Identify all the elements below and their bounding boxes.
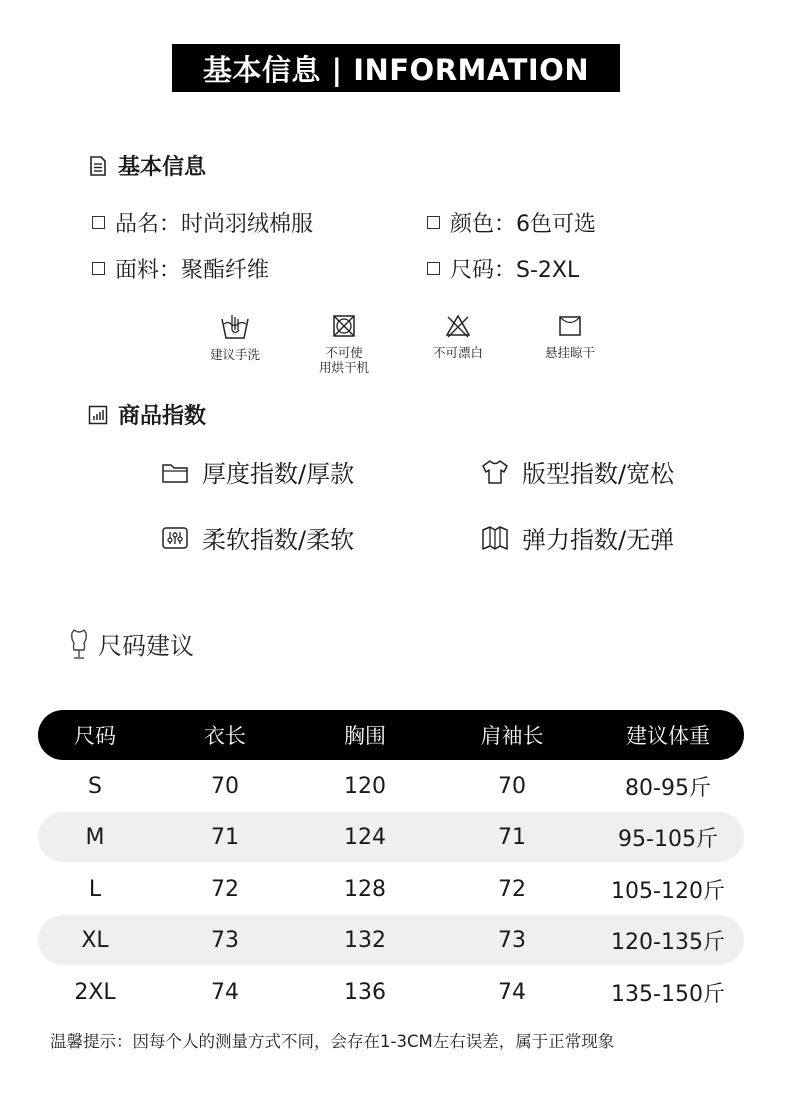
- measurement-note: 温馨提示：因每个人的测量方式不同，会存在1-3CM左右误差，属于正常现象: [50, 1032, 615, 1051]
- table-row: [38, 915, 744, 965]
- index-label: 弹力指数/无弹: [522, 526, 675, 554]
- attr-name: [92, 207, 313, 238]
- table-cell: 72: [498, 876, 526, 902]
- header-cell: 尺码: [74, 724, 116, 748]
- attr-label: 品名：时尚羽绒棉服: [115, 212, 314, 237]
- care-label: 不可漂白: [432, 345, 483, 360]
- header-cell: 建议体重: [626, 724, 710, 748]
- attr-label: 尺码：S-2XL: [450, 258, 580, 283]
- table-cell: 128: [344, 876, 386, 902]
- table-row: [38, 812, 744, 862]
- table-cell: 132: [344, 927, 386, 953]
- table-cell: 80-95斤: [625, 775, 711, 801]
- tshirt-icon: [480, 458, 510, 486]
- mannequin-icon: [66, 627, 92, 661]
- header-cell: 衣长: [204, 724, 246, 748]
- table-row: [38, 864, 744, 914]
- basic-info-heading: [88, 150, 206, 181]
- table-cell: 124: [344, 824, 386, 850]
- table-cell: S: [88, 773, 102, 799]
- hang-dry-icon: [557, 313, 583, 339]
- table-cell: 105-120斤: [611, 878, 725, 904]
- table-cell: 72: [211, 876, 239, 902]
- attr-color: [427, 207, 596, 238]
- table-cell: M: [85, 824, 105, 850]
- care-label: 不可使 用烘干机: [318, 345, 369, 375]
- index-thickness: [160, 454, 354, 489]
- table-cell: L: [88, 876, 102, 902]
- sliders-icon: [160, 525, 190, 551]
- document-icon: [88, 155, 108, 177]
- product-index-title: 商品指数: [118, 404, 207, 429]
- table-cell: 70: [498, 773, 526, 799]
- table-cell: 74: [498, 979, 526, 1005]
- table-row: [38, 761, 744, 811]
- folder-icon: [160, 459, 190, 485]
- product-index-heading: [88, 399, 206, 430]
- map-fold-icon: [480, 524, 510, 552]
- index-label: 柔软指数/柔软: [202, 526, 355, 554]
- table-cell: 73: [498, 927, 526, 953]
- care-no-bleach: [408, 313, 508, 360]
- size-suggestion-heading: [66, 626, 194, 661]
- index-elasticity: [480, 520, 674, 555]
- index-label: 厚度指数/厚款: [202, 460, 355, 488]
- header-cell: 胸围: [344, 724, 386, 748]
- care-no-tumble-dry: [294, 313, 394, 375]
- table-cell: 70: [211, 773, 239, 799]
- care-label: 悬挂晾干: [544, 345, 595, 360]
- care-hand-wash: [185, 313, 285, 362]
- table-cell: 71: [211, 824, 239, 850]
- no-bleach-icon: [444, 313, 472, 339]
- attr-label: 颜色：6色可选: [450, 212, 596, 237]
- no-tumble-dry-icon: [331, 313, 357, 339]
- basic-info-title: 基本信息: [118, 155, 207, 180]
- header-cell: 肩袖长: [480, 724, 544, 748]
- size-table-header: [38, 710, 744, 760]
- table-cell: 73: [211, 927, 239, 953]
- index-label: 版型指数/宽松: [522, 460, 675, 488]
- table-cell: 136: [344, 979, 386, 1005]
- size-suggestion-title: 尺码建议: [98, 632, 194, 660]
- checkbox-icon: [427, 262, 440, 275]
- care-hang-dry: [520, 313, 620, 360]
- table-cell: 120-135斤: [611, 929, 725, 955]
- table-cell: XL: [81, 927, 109, 953]
- table-cell: 74: [211, 979, 239, 1005]
- table-cell: 2XL: [74, 979, 116, 1005]
- checkbox-icon: [427, 216, 440, 229]
- checkbox-icon: [92, 262, 105, 275]
- attr-fabric: [92, 253, 269, 284]
- index-softness: [160, 520, 354, 555]
- attr-label: 面料：聚酯纤维: [115, 258, 270, 283]
- bar-chart-icon: [88, 405, 108, 425]
- checkbox-icon: [92, 216, 105, 229]
- attr-size: [427, 253, 579, 284]
- table-cell: 95-105斤: [618, 826, 718, 852]
- hand-wash-icon: [219, 313, 251, 341]
- index-fit: [480, 454, 674, 489]
- table-cell: 120: [344, 773, 386, 799]
- page-title-banner: 基本信息 | INFORMATION: [172, 44, 620, 92]
- table-cell: 71: [498, 824, 526, 850]
- care-label: 建议手洗: [209, 347, 260, 362]
- table-row: [38, 967, 744, 1017]
- table-cell: 135-150斤: [611, 981, 725, 1007]
